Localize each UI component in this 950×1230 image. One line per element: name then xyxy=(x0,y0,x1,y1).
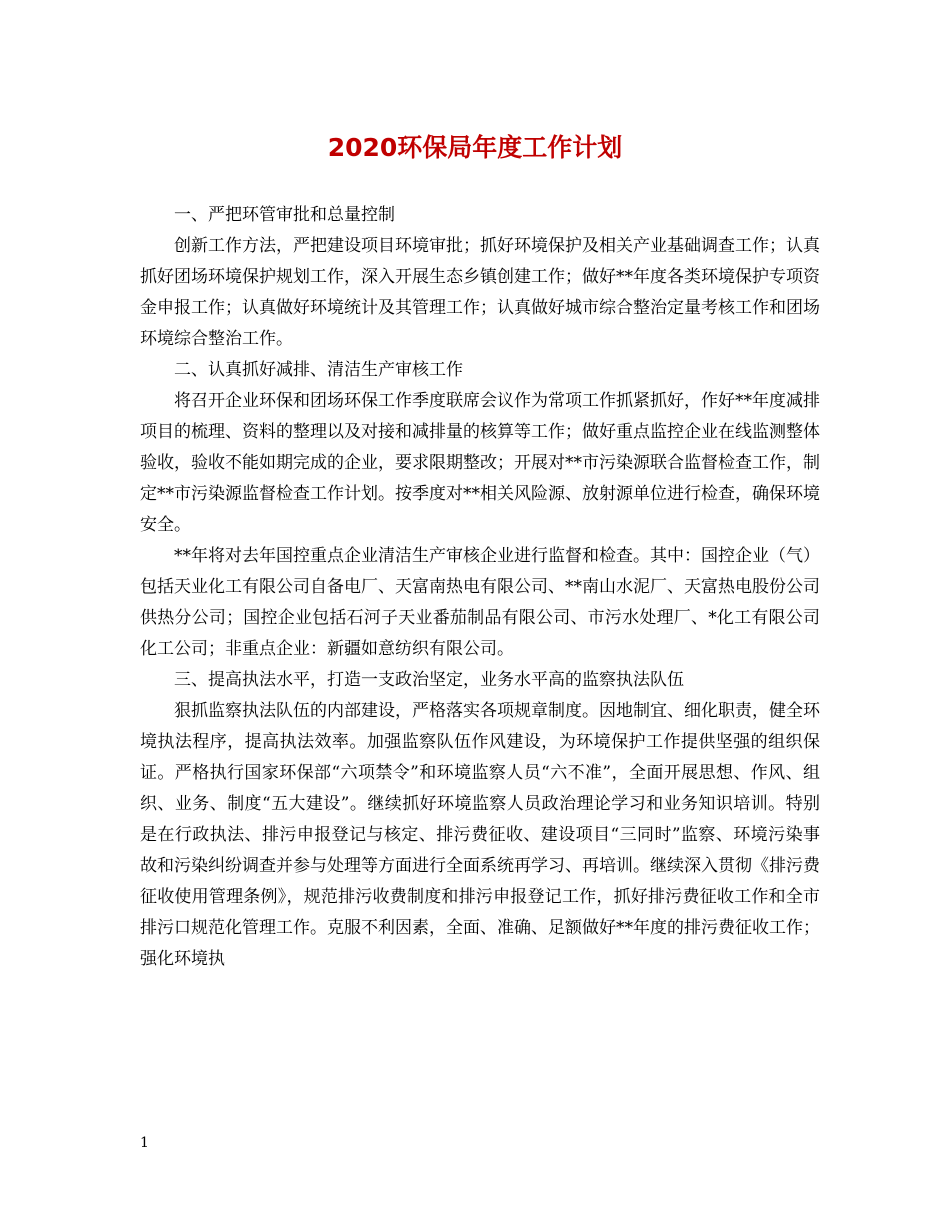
paragraph: 将召开企业环保和团场环保工作季度联席会议作为常项工作抓紧抓好，作好**年度减排项目的梳理、资料的整理以及对接和减排量的核算等工作；做好重点监控企业在线监测整体验收，验收不能如期完成的企业，要求限期整改；开展对**市污染源联合监督检查工作，制定**市污染源监督检查工作计划。按季度对**相关风险源、放射源单位进行检查，确保环境安全。 xyxy=(140,391,820,535)
document-title: 2020环保局年度工作计划 xyxy=(327,133,623,162)
section-heading: 三、提高执法水平，打造一支政治坚定，业务水平高的监察执法队伍 xyxy=(174,670,684,690)
section-heading: 一、严把环管审批和总量控制 xyxy=(174,205,395,225)
document-body xyxy=(140,200,820,975)
section-heading: 二、认真抓好减排、清洁生产审核工作 xyxy=(174,360,463,380)
paragraph: 创新工作方法，严把建设项目环境审批；抓好环境保护及相关产业基础调查工作；认真抓好团场环境保护规划工作，深入开展生态乡镇创建工作；做好**年度各类环境保护专项资金申报工作；认真做好环境统计及其管理工作；认真做好城市综合整治定量考核工作和团场环境综合整治工作。 xyxy=(140,236,820,349)
paragraph: **年将对去年国控重点企业清洁生产审核企业进行监督和检查。其中：国控企业（气）包括天业化工有限公司自备电厂、天富南热电有限公司、**南山水泥厂、天富热电股份公司供热分公司；国控企业包括石河子天业番茄制品有限公司、市污水处理厂、*化工有限公司化工公司；非重点企业：新疆如意纺织有限公司。 xyxy=(140,546,820,659)
paragraph: 狠抓监察执法队伍的内部建设，严格落实各项规章制度。因地制宜、细化职责，健全环境执法程序，提高执法效率。加强监察队伍作风建设，为环境保护工作提供坚强的组织保证。严格执行国家环保部“六项禁令”和环境监察人员“六不准”，全面开展思想、作风、组织、业务、制度“五大建设”。继续抓好环境监察人员政治理论学习和业务知识培训。特别是在行政执法、排污申报登记与核定、排污费征收、建设项目“三同时”监察、环境污染事故和污染纠纷调查并参与处理等方面进行全面系统再学习、再培训。继续深入贯彻《排污费征收使用管理条例》，规范排污收费制度和排污申报登记工作，抓好排污费征收工作和全市排污口规范化管理工作。克服不利因素，全面、准确、足额做好**年度的排污费征收工作；强化环境执 xyxy=(140,701,820,969)
page-number: 1 xyxy=(140,1135,149,1151)
